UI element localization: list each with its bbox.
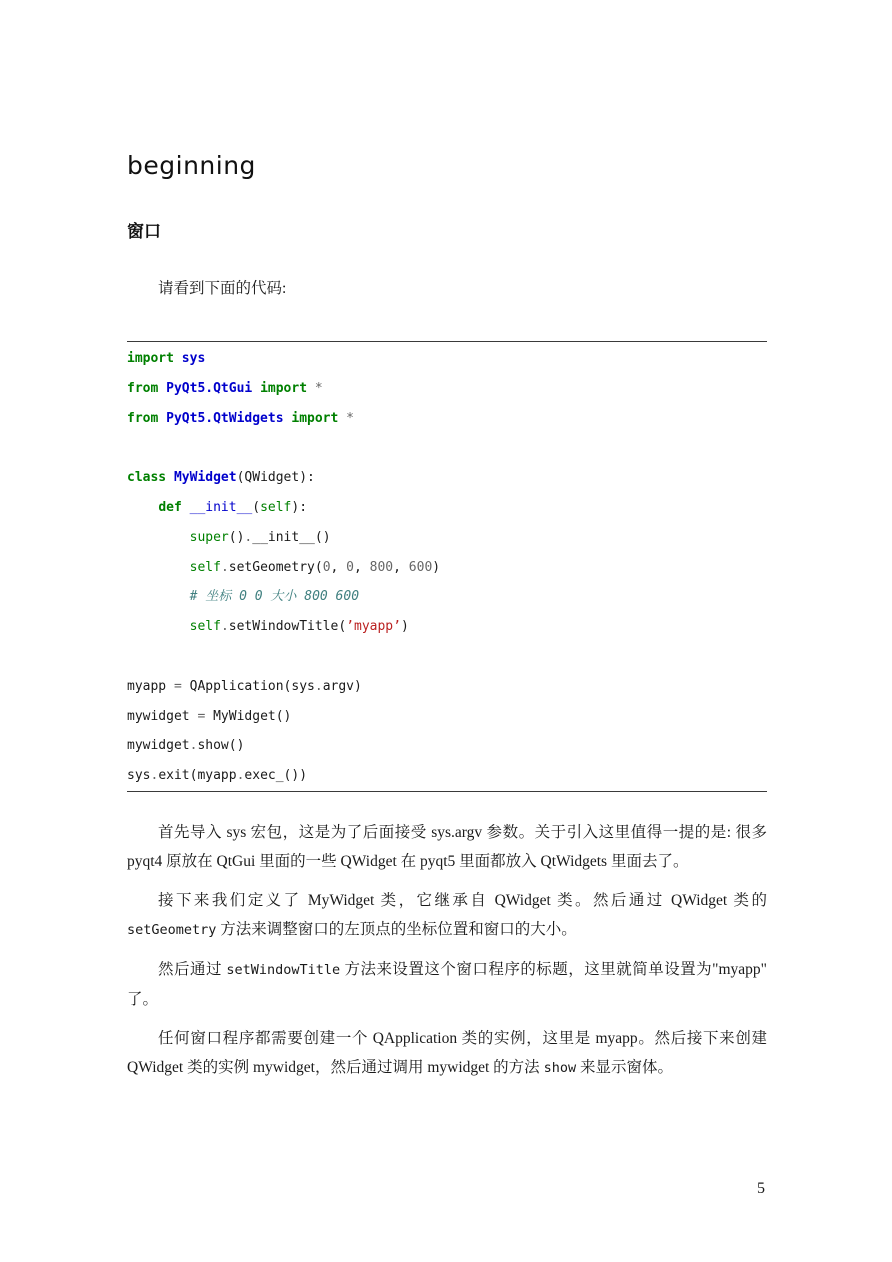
paragraph-text: 来显示窗体。 — [576, 1058, 673, 1076]
code-line: self.setWindowTitle(’myapp’) — [189, 619, 409, 635]
inline-code: setWindowTitle — [226, 961, 341, 978]
paragraph-text: 方法来调整窗口的左顶点的坐标位置和窗口的大小。 — [216, 920, 577, 938]
body-paragraphs — [127, 818, 767, 1083]
code-line: mywidget = MyWidget() — [127, 708, 292, 724]
page-content — [127, 0, 767, 1093]
paragraph — [127, 1024, 767, 1083]
code-line: class MyWidget(QWidget): — [127, 470, 315, 486]
paragraph-text: 任何窗口程序都需要创建一个 QApplication 类的实例，这里是 myapp。然后接下来创建 QWidget 类的实例 mywidget，然后通过调用 mywidget 的方法 — [127, 1029, 767, 1076]
section-heading: 窗口 — [127, 222, 161, 242]
page-title: beginning — [127, 151, 256, 180]
inline-code: show — [543, 1059, 577, 1076]
code-line — [127, 433, 767, 463]
code-block — [127, 341, 767, 792]
code-line — [127, 642, 767, 672]
code-line: from PyQt5.QtGui import * — [127, 380, 323, 396]
code-line: import sys — [127, 351, 206, 366]
code-line: sys.exit(myapp.exec_()) — [127, 768, 308, 784]
inline-code: setGeometry — [127, 921, 217, 938]
paragraph-text: 方法来设置这个窗口程序的标题，这里就简单设置为"myapp" 了。 — [127, 960, 767, 1008]
code-line: myapp = QApplication(sys.argv) — [127, 678, 362, 694]
code-line: def __init__(self): — [158, 499, 308, 515]
paragraph-text: 接下来我们定义了 MyWidget 类，它继承自 QWidget 类。然后通过 QWidget 类的 — [158, 891, 767, 909]
paragraph-text: 首先导入 sys 宏包，这是为了后面接受 sys.argv 参数。关于引入这里值得一提的是: 很多 pyqt4 原放在 QtGui 里面的一些 QWidget 在 pyqt5 里面都放入 QtWidgets 里面去了。 — [127, 823, 767, 870]
paragraph-text: 然后通过 — [158, 960, 227, 978]
paragraph — [127, 886, 767, 945]
paragraph — [127, 818, 767, 876]
page-number: 5 — [757, 1180, 765, 1197]
code-line: # 坐标 0 0 大小 800 600 — [189, 589, 360, 605]
code-line: super().__init__() — [189, 529, 331, 545]
code-line: mywidget.show() — [127, 738, 245, 754]
code-line: from PyQt5.QtWidgets import * — [127, 410, 354, 426]
code-line: self.setGeometry(0, 0, 800, 600) — [189, 559, 441, 575]
paragraph — [127, 955, 767, 1014]
intro-paragraph: 请看到下面的代码: — [158, 280, 287, 297]
